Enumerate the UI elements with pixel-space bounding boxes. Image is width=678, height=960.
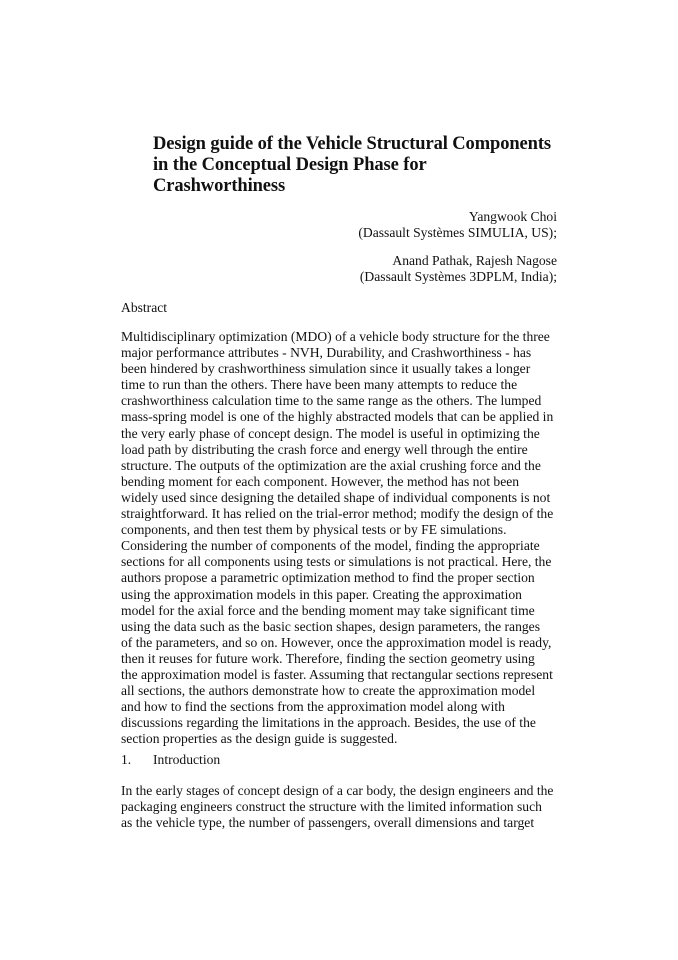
text-line: discussions regarding the limitations in the approach. Besides, the use of the: [121, 715, 536, 731]
author-names: Anand Pathak, Rajesh Nagose: [392, 253, 557, 268]
text-line: the very early phase of concept design. The model is useful in optimizing the: [121, 425, 540, 441]
introduction-body: [121, 783, 561, 831]
text-line: and how to find the sections from the approximation model along with: [121, 699, 505, 715]
abstract-heading: Abstract: [121, 300, 168, 315]
text-line: In the early stages of concept design of a car body, the design engineers and the: [121, 783, 554, 798]
abstract-body: [121, 329, 561, 747]
text-line: of the parameters, and so on. However, once the approximation model is ready,: [121, 634, 552, 650]
text-line: load path by distributing the crash force and energy well through the entire: [121, 441, 528, 457]
section-heading-introduction: [121, 752, 220, 768]
author-affiliation: (Dassault Systèmes 3DPLM, India);: [359, 269, 557, 284]
text-line: mass-spring model is one of the highly abstracted models that can be applied in: [121, 409, 554, 425]
author-block: [358, 209, 557, 297]
text-line: Multidisciplinary optimization (MDO) of a vehicle body structure for the three: [121, 329, 550, 344]
title-line: Design guide of the Vehicle Structural Components: [153, 134, 551, 154]
text-line: the approximation model is faster. Assuming that rectangular sections represent: [121, 666, 553, 682]
text-line: structure. The outputs of the optimization are the axial crushing force and the: [121, 457, 541, 473]
text-line: section properties as the design guide is suggested.: [121, 731, 398, 747]
text-line: widely used since designing the detailed shape of individual components is not: [121, 489, 551, 505]
text-line: Considering the number of components of the model, finding the appropriate: [121, 538, 540, 554]
text-line: major performance attributes - NVH, Durability, and Crashworthiness - has: [121, 345, 532, 361]
text-line: authors propose a parametric optimization method to find the proper section: [121, 570, 535, 586]
section-title: Introduction: [153, 752, 221, 767]
title-line: Crashworthiness: [153, 176, 286, 196]
section-number: 1.: [121, 752, 132, 767]
text-line: packaging engineers construct the structure with the limited information such: [121, 799, 542, 815]
text-line: using the data such as the basic section shapes, design parameters, the ranges: [121, 618, 541, 634]
text-line: time to run than the others. There have been many attempts to reduce the: [121, 377, 518, 393]
text-line: straightforward. It has relied on the trial-error method; modify the design of the: [121, 506, 554, 522]
text-line: sections for all components using tests or simulations is not practical. Here, the: [121, 554, 552, 570]
text-line: bending moment for each component. However, the method has not been: [121, 473, 520, 489]
author-names: Yangwook Choi: [468, 209, 557, 224]
text-line: model for the axial force and the bending moment may take significant time: [121, 602, 535, 618]
text-line: using the approximation models in this paper. Creating the approximation: [121, 586, 522, 602]
author-affiliation: (Dassault Systèmes SIMULIA, US);: [358, 225, 557, 240]
title-line: in the Conceptual Design Phase for: [153, 155, 427, 175]
text-line: crashworthiness calculation time to the same range as the others. The lumped: [121, 393, 542, 409]
text-line: components, and then test them by physical tests or by FE simulations.: [121, 522, 507, 538]
author-entry: [358, 209, 557, 241]
text-line: all sections, the authors demonstrate how to create the approximation model: [121, 683, 536, 699]
text-line: been hindered by crashworthiness simulation since it usually takes a longer: [121, 361, 531, 377]
paper-title: [153, 134, 573, 197]
author-entry: [358, 253, 557, 285]
text-line: as the vehicle type, the number of passengers, overall dimensions and target: [121, 815, 535, 831]
text-line: then it reuses for future work. Therefore, finding the section geometry using: [121, 650, 535, 666]
